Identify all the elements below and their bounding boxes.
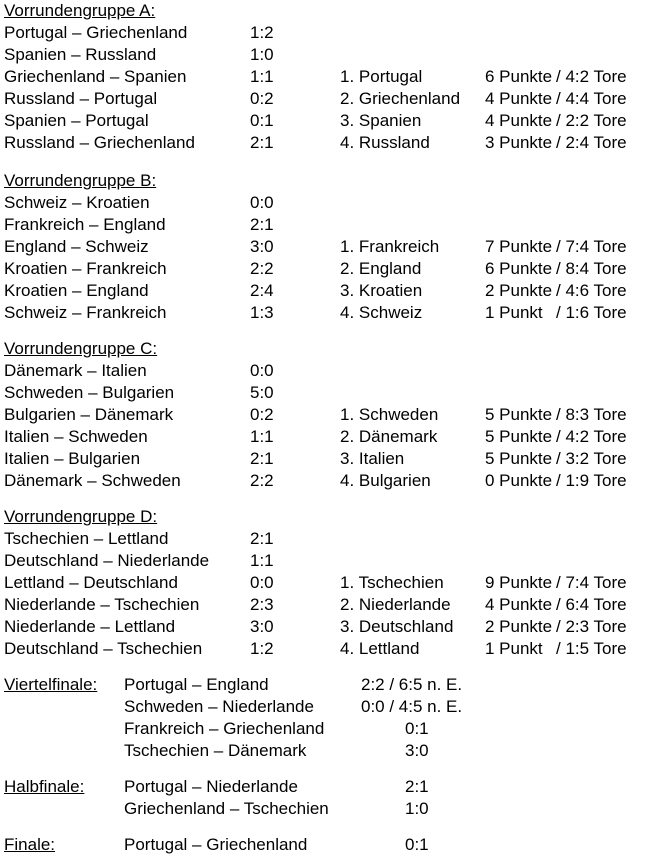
standing-rank: 4. Schweiz: [340, 303, 423, 322]
group-heading: Vorrundengruppe A:: [4, 1, 156, 20]
match-teams: England – Schweiz: [4, 237, 149, 256]
match-teams: Dänemark – Italien: [4, 361, 147, 380]
match-teams: Schweden – Bulgarien: [4, 383, 175, 402]
match-score: 3:0: [250, 237, 274, 256]
standing-goals: / 7:4 Tore: [556, 237, 627, 256]
match-score: 0:0: [250, 573, 274, 592]
match-score: 1:2: [250, 639, 274, 658]
standing-points: 5 Punkte: [485, 449, 553, 468]
standing-rank: 1. Tschechien: [340, 573, 444, 592]
standing-rank: 3. Italien: [340, 449, 405, 468]
standing-rank: 3. Deutschland: [340, 617, 454, 636]
match-score: 1:1: [250, 67, 274, 86]
standing-goals: / 2:2 Tore: [556, 111, 627, 130]
match-score: 0:0: [250, 361, 274, 380]
match-score: 1:1: [250, 427, 274, 446]
standing-points: 2 Punkte: [485, 617, 553, 636]
standing-goals: / 4:2 Tore: [556, 427, 627, 446]
standing-points: 0 Punkte: [485, 471, 553, 490]
match-score: 1:0: [405, 799, 429, 818]
standing-points: 4 Punkte: [485, 89, 553, 108]
match-teams: Portugal – Niederlande: [124, 777, 298, 796]
standing-points: 1 Punkt: [485, 303, 543, 322]
match-teams: Spanien – Russland: [4, 45, 157, 64]
standing-rank: 2. England: [340, 259, 422, 278]
match-score: 2:1: [250, 215, 274, 234]
match-teams: Portugal – Griechenland: [4, 23, 188, 42]
standing-points: 9 Punkte: [485, 573, 553, 592]
group-heading: Vorrundengruppe B:: [4, 171, 157, 190]
match-teams: Russland – Griechenland: [4, 133, 195, 152]
match-teams: Portugal – England: [124, 675, 269, 694]
standing-goals: / 1:6 Tore: [556, 303, 627, 322]
standing-rank: 3. Spanien: [340, 111, 422, 130]
standing-rank: 1. Frankreich: [340, 237, 440, 256]
standing-goals: / 4:2 Tore: [556, 67, 627, 86]
match-score: 0:1: [405, 835, 429, 854]
standing-points: 2 Punkte: [485, 281, 553, 300]
standing-points: 7 Punkte: [485, 237, 553, 256]
match-score: 3:0: [405, 741, 429, 760]
match-score: 3:0: [250, 617, 274, 636]
match-score: 2:2: [250, 259, 274, 278]
standing-rank: 3. Kroatien: [340, 281, 423, 300]
match-score: 5:0: [250, 383, 274, 402]
match-teams: Bulgarien – Dänemark: [4, 405, 174, 424]
standing-rank: 4. Lettland: [340, 639, 420, 658]
match-teams: Frankreich – England: [4, 215, 166, 234]
match-teams: Niederlande – Tschechien: [4, 595, 200, 614]
standing-points: 4 Punkte: [485, 111, 553, 130]
standing-points: 5 Punkte: [485, 405, 553, 424]
standing-goals: / 8:3 Tore: [556, 405, 627, 424]
standing-goals: / 2:3 Tore: [556, 617, 627, 636]
match-teams: Lettland – Deutschland: [4, 573, 178, 592]
match-score: 0:0: [250, 193, 274, 212]
standing-points: 6 Punkte: [485, 67, 553, 86]
group-heading: Vorrundengruppe C:: [4, 339, 158, 358]
match-score: 0:0 / 4:5 n. E.: [361, 697, 463, 716]
match-teams: Italien – Bulgarien: [4, 449, 141, 468]
standing-goals: / 2:4 Tore: [556, 133, 627, 152]
standing-points: 6 Punkte: [485, 259, 553, 278]
match-teams: Schweiz – Kroatien: [4, 193, 150, 212]
knockout-heading: Viertelfinale:: [4, 675, 98, 694]
match-score: 2:1: [405, 777, 429, 796]
match-score: 0:1: [405, 719, 429, 738]
standing-goals: / 4:6 Tore: [556, 281, 627, 300]
match-score: 2:3: [250, 595, 274, 614]
match-teams: Kroatien – England: [4, 281, 149, 300]
standing-rank: 2. Griechenland: [340, 89, 461, 108]
match-score: 2:1: [250, 449, 274, 468]
match-score: 2:1: [250, 133, 274, 152]
match-teams: Dänemark – Schweden: [4, 471, 181, 490]
standing-rank: 2. Niederlande: [340, 595, 451, 614]
standing-rank: 4. Bulgarien: [340, 471, 431, 490]
standing-rank: 1. Portugal: [340, 67, 423, 86]
standing-goals: / 1:5 Tore: [556, 639, 627, 658]
match-score: 1:1: [250, 551, 274, 570]
standing-goals: / 1:9 Tore: [556, 471, 627, 490]
match-teams: Tschechien – Dänemark: [124, 741, 307, 760]
standing-goals: / 7:4 Tore: [556, 573, 627, 592]
match-score: 1:0: [250, 45, 274, 64]
standing-rank: 2. Dänemark: [340, 427, 438, 446]
match-teams: Kroatien – Frankreich: [4, 259, 167, 278]
match-score: 2:4: [250, 281, 274, 300]
match-teams: Portugal – Griechenland: [124, 835, 308, 854]
standing-rank: 4. Russland: [340, 133, 430, 152]
match-teams: Italien – Schweden: [4, 427, 148, 446]
standing-goals: / 3:2 Tore: [556, 449, 627, 468]
match-score: 2:2 / 6:5 n. E.: [361, 675, 463, 694]
match-teams: Deutschland – Tschechien: [4, 639, 203, 658]
match-teams: Deutschland – Niederlande: [4, 551, 210, 570]
standing-points: 5 Punkte: [485, 427, 553, 446]
match-score: 2:2: [250, 471, 274, 490]
standing-points: 1 Punkt: [485, 639, 543, 658]
standing-goals: / 8:4 Tore: [556, 259, 627, 278]
match-score: 0:1: [250, 111, 274, 130]
match-score: 1:3: [250, 303, 274, 322]
match-teams: Frankreich – Griechenland: [124, 719, 325, 738]
standing-points: 4 Punkte: [485, 595, 553, 614]
group-heading: Vorrundengruppe D:: [4, 507, 158, 526]
match-score: 1:2: [250, 23, 274, 42]
knockout-heading: Finale:: [4, 835, 56, 854]
standing-rank: 1. Schweden: [340, 405, 439, 424]
standing-goals: / 4:4 Tore: [556, 89, 627, 108]
match-score: 0:2: [250, 89, 274, 108]
match-teams: Spanien – Portugal: [4, 111, 149, 130]
match-teams: Griechenland – Tschechien: [124, 799, 329, 818]
knockout-heading: Halbfinale:: [4, 777, 85, 796]
match-score: 0:2: [250, 405, 274, 424]
match-teams: Schweiz – Frankreich: [4, 303, 167, 322]
match-score: 2:1: [250, 529, 274, 548]
standing-points: 3 Punkte: [485, 133, 553, 152]
match-teams: Tschechien – Lettland: [4, 529, 169, 548]
match-teams: Schweden – Niederlande: [124, 697, 314, 716]
match-teams: Griechenland – Spanien: [4, 67, 187, 86]
match-teams: Russland – Portugal: [4, 89, 158, 108]
match-teams: Niederlande – Lettland: [4, 617, 176, 636]
standing-goals: / 6:4 Tore: [556, 595, 627, 614]
